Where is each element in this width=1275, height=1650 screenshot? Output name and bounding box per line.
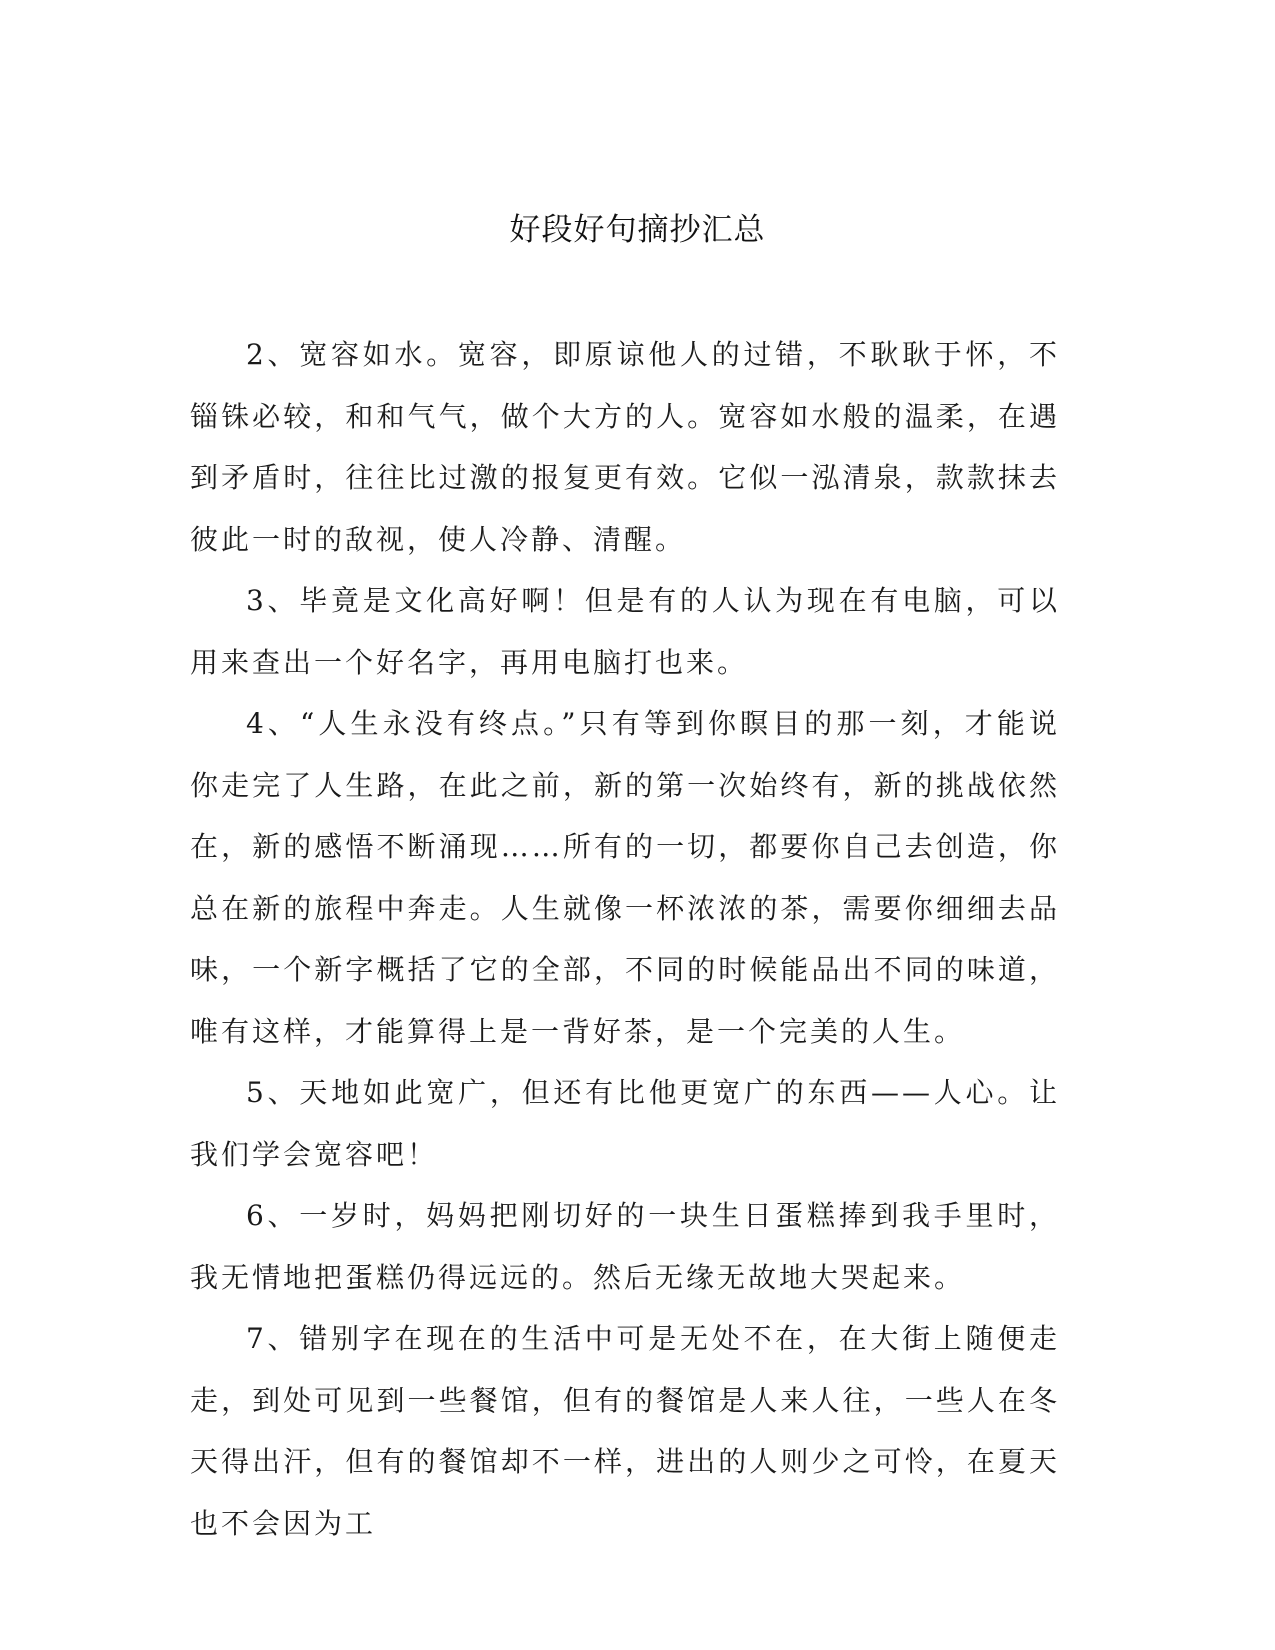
paragraph-4: 4、“人生永没有终点。”只有等到你瞑目的那一刻，才能说你走完了人生路，在此之前，新的第一次始终有，新的挑战依然在，新的感悟不断涌现……所有的一切，都要你自己去创造，你总在新的旅程中奔走。人生就像一杯浓浓的茶，需要你细细去品味，一个新字概括了它的全部，不同的时候能品出不同的味道，唯有这样，才能算得上是一背好茶，是一个完美的人生。 xyxy=(190,707,1060,1048)
paragraph-7: 7、错别字在现在的生活中可是无处不在，在大街上随便走走，到处可见到一些餐馆，但有的餐馆是人来人往，一些人在冬天得出汗，但有的餐馆却不一样，进出的人则少之可怜，在夏天也不会因为工 xyxy=(190,1322,1060,1540)
paragraph-2: 2、宽容如水。宽容，即原谅他人的过错，不耿耿于怀，不锱铢必较，和和气气，做个大方的人。宽容如水般的温柔，在遇到矛盾时，往往比过激的报复更有效。它似一泓清泉，款款抹去彼此一时的敌视，使人冷静、清醒。 xyxy=(190,338,1060,556)
paragraph-6: 6、一岁时，妈妈把刚切好的一块生日蛋糕捧到我手里时，我无情地把蛋糕仍得远远的。然后无缘无故地大哭起来。 xyxy=(190,1199,1060,1294)
document-title: 好段好句摘抄汇总 xyxy=(509,212,766,248)
document-body xyxy=(190,324,1060,1554)
paragraph-5: 5、天地如此宽广，但还有比他更宽广的东西——人心。让我们学会宽容吧！ xyxy=(190,1076,1060,1171)
paragraph-3: 3、毕竟是文化高好啊！但是有的人认为现在有电脑，可以用来查出一个好名字，再用电脑打也来。 xyxy=(190,584,1060,679)
